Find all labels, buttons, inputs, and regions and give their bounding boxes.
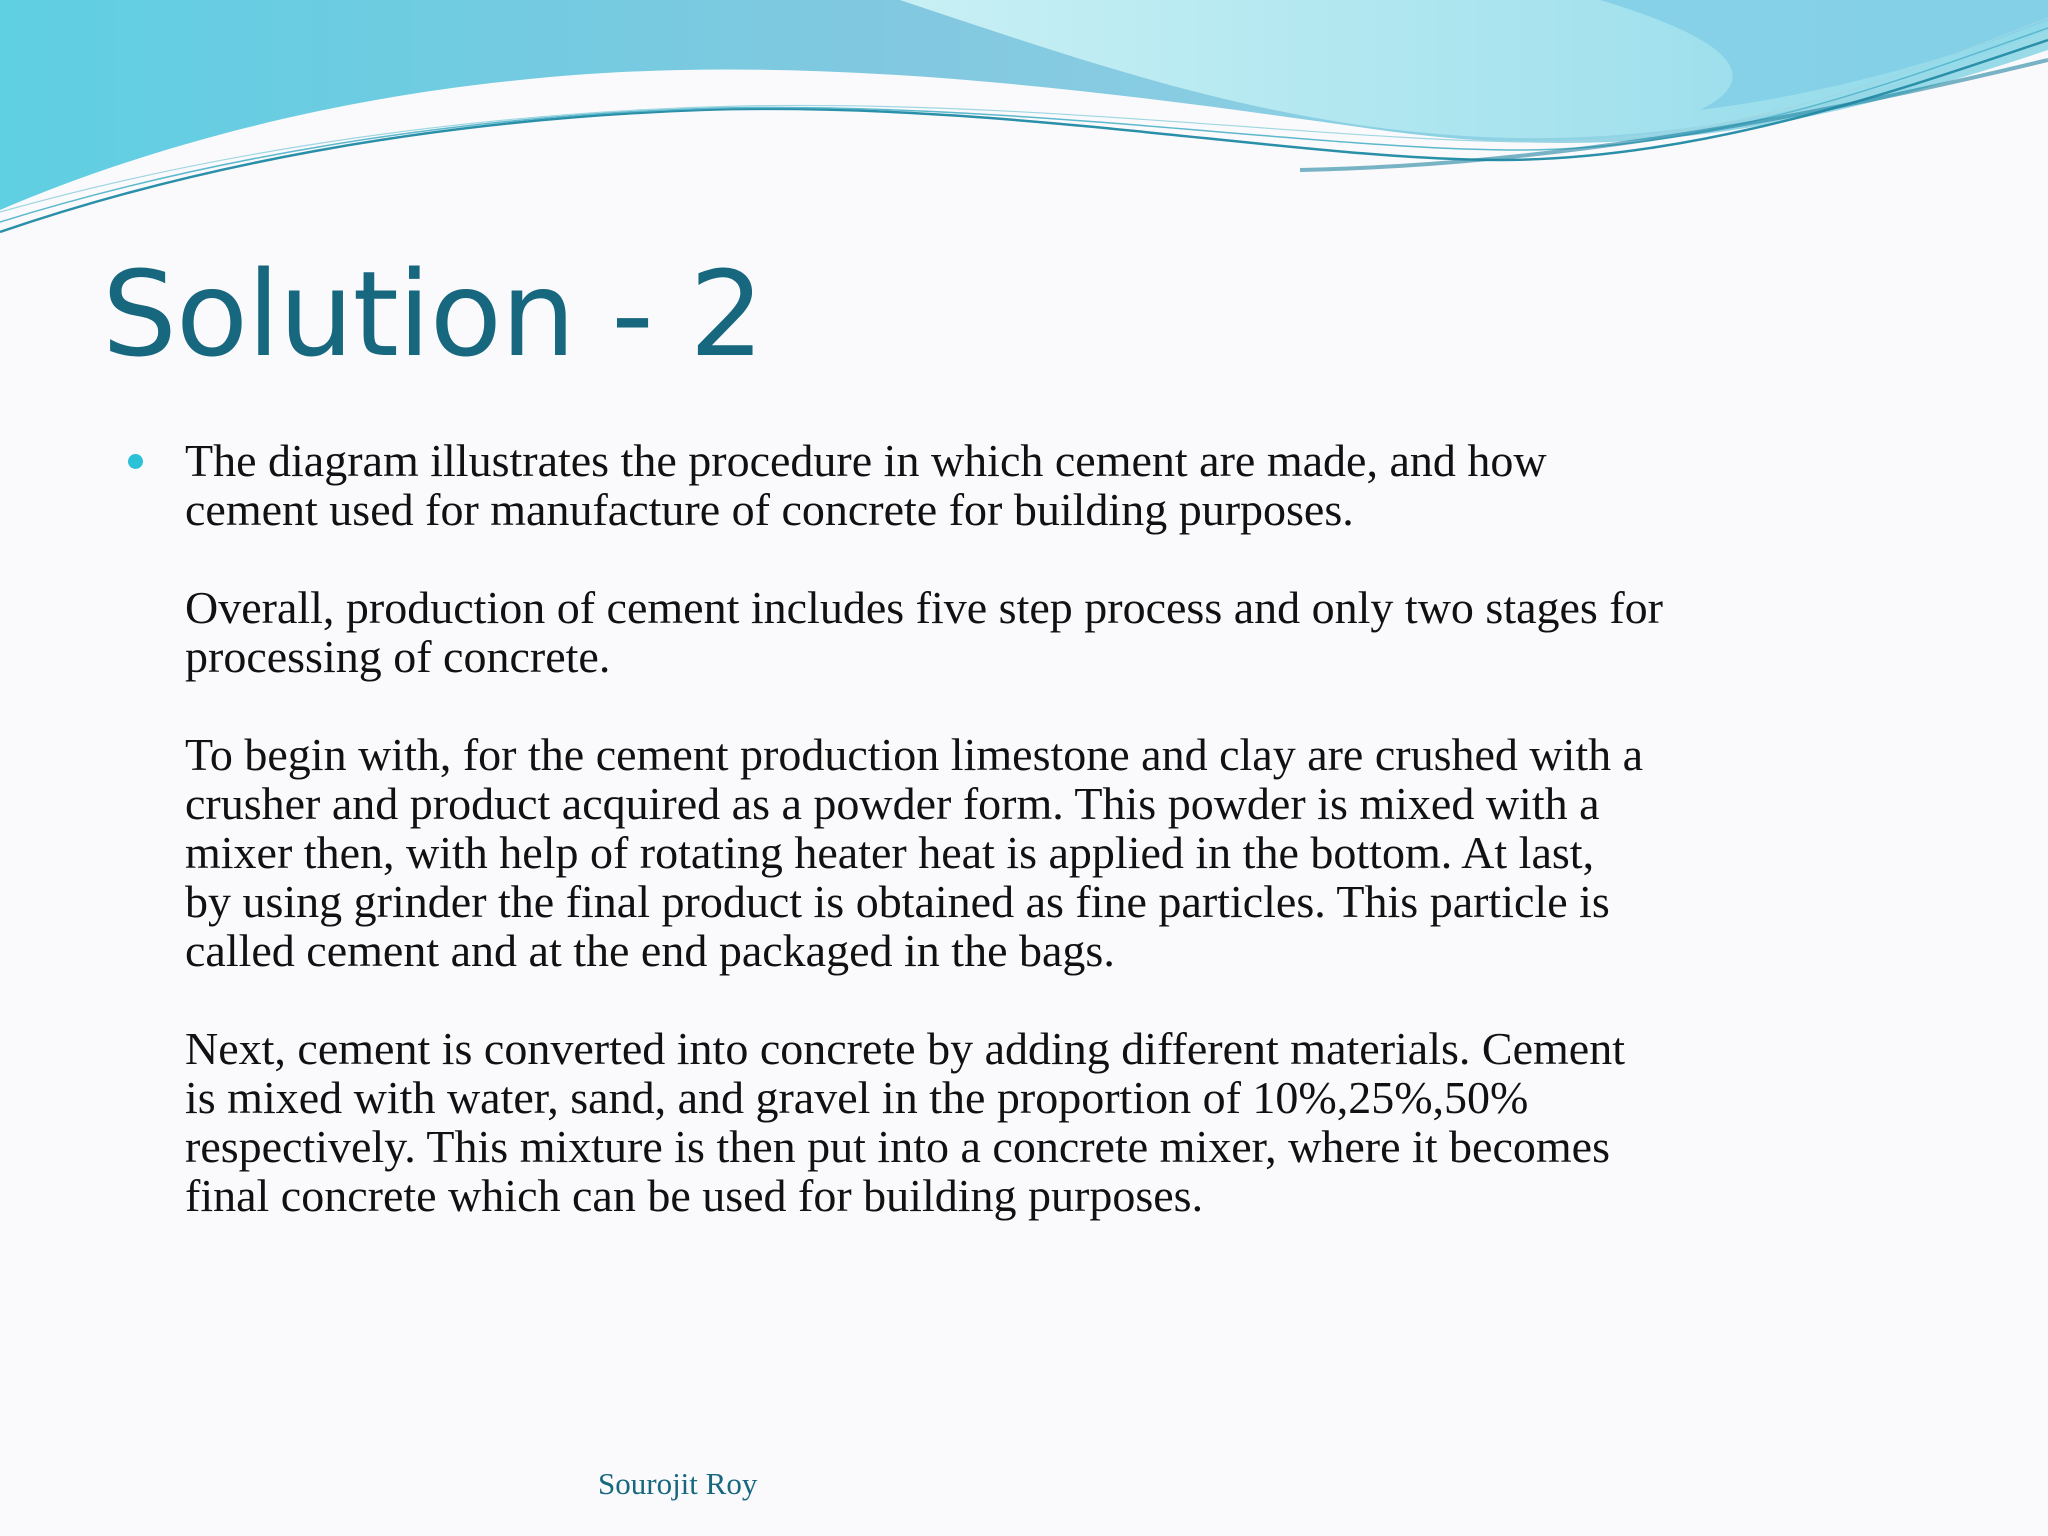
paragraph-intro — [185, 436, 1950, 534]
slide-title: Solution - 2 — [102, 245, 764, 383]
text-line: is mixed with water, sand, and gravel in the proportion of 10%,25%,50% — [185, 1072, 1529, 1123]
footer-author: Sourojit Roy — [598, 1466, 758, 1501]
paragraph-cement-process — [185, 730, 1950, 975]
text-line: crusher and product acquired as a powder form. This powder is mixed with a — [185, 778, 1600, 829]
bullet-icon — [128, 454, 143, 469]
text-line: mixer then, with help of rotating heater heat is applied in the bottom. At last, — [185, 827, 1595, 878]
text-line: processing of concrete. — [185, 631, 611, 682]
text-line: called cement and at the end packaged in the bags. — [185, 925, 1115, 976]
paragraph-overview — [185, 583, 1950, 681]
slide-body — [120, 436, 1950, 1269]
text-line: by using grinder the final product is obtained as fine particles. This particle is — [185, 876, 1610, 927]
text-line: final concrete which can be used for building purposes. — [185, 1170, 1204, 1221]
text-line: respectively. This mixture is then put into a concrete mixer, where it becomes — [185, 1121, 1610, 1172]
text-line: The diagram illustrates the procedure in which cement are made, and how — [185, 435, 1547, 486]
text-line: To begin with, for the cement production limestone and clay are crushed with a — [185, 729, 1644, 780]
text-line: Next, cement is converted into concrete by adding different materials. Cement — [185, 1023, 1625, 1074]
paragraph-concrete-process — [185, 1024, 1950, 1220]
text-line: Overall, production of cement includes five step process and only two stages for — [185, 582, 1663, 633]
header-wave-decoration — [0, 0, 2048, 240]
text-line: cement used for manufacture of concrete for building purposes. — [185, 484, 1354, 535]
